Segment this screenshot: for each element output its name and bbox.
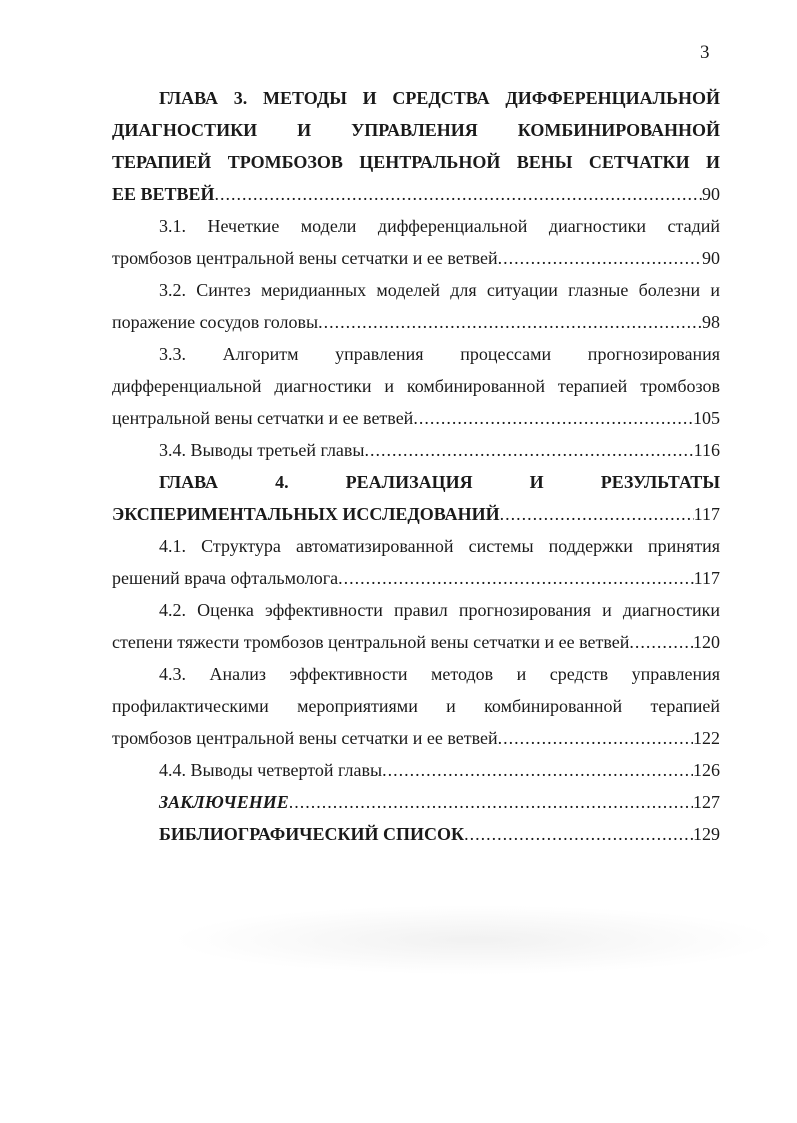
toc-section-line: 4.1. Структура автоматизированной системы поддержки принятия xyxy=(159,536,720,556)
toc-page-number: 117 xyxy=(693,568,720,588)
toc-chapter-4-line: ГЛАВА 4. РЕАЛИЗАЦИЯ И РЕЗУЛЬТАТЫ xyxy=(159,472,720,492)
toc-section-3-1[interactable] xyxy=(112,210,720,274)
toc-section-3-3[interactable] xyxy=(112,338,720,434)
page-number: 3 xyxy=(700,42,710,63)
toc-chapter-3[interactable] xyxy=(112,82,720,210)
toc-page-number: 129 xyxy=(693,824,720,844)
toc-section-4-1[interactable] xyxy=(112,530,720,594)
scan-smudge xyxy=(170,905,780,975)
toc-section-3-2[interactable] xyxy=(112,274,720,338)
toc-section-4-2[interactable] xyxy=(112,594,720,658)
toc-page-number: 120 xyxy=(693,632,720,652)
toc-page-number: 117 xyxy=(693,504,720,524)
leader-dots xyxy=(338,562,694,594)
toc-bibliography-title: БИБЛИОГРАФИЧЕСКИЙ СПИСОК xyxy=(159,824,465,844)
leader-dots xyxy=(215,178,702,210)
toc-chapter-3-line: ГЛАВА 3. МЕТОДЫ И СРЕДСТВА ДИФФЕРЕНЦИАЛЬНОЙ xyxy=(159,88,720,108)
toc-section-line: центральной вены сетчатки и ее ветвей xyxy=(112,408,414,428)
toc-chapter-3-line: ДИАГНОСТИКИ И УПРАВЛЕНИЯ КОМБИНИРОВАННОЙ xyxy=(112,120,720,140)
leader-dots xyxy=(500,498,694,530)
toc-section-line: поражение сосудов головы xyxy=(112,312,319,332)
toc-page-number: 127 xyxy=(693,792,720,812)
toc-conclusion-title: ЗАКЛЮЧЕНИЕ xyxy=(159,792,289,812)
leader-dots xyxy=(382,754,693,786)
toc-section-4-4[interactable] xyxy=(112,754,720,786)
toc-page-number: 116 xyxy=(693,440,720,460)
toc-chapter-3-line: ТЕРАПИЕЙ ТРОМБОЗОВ ЦЕНТРАЛЬНОЙ ВЕНЫ СЕТЧАТКИ И xyxy=(112,152,720,172)
toc-section-line: 3.1. Нечеткие модели дифференциальной диагностики стадий xyxy=(159,216,720,236)
leader-dots xyxy=(413,402,693,434)
table-of-contents xyxy=(112,82,720,850)
leader-dots xyxy=(498,722,693,754)
leader-dots xyxy=(629,626,693,658)
toc-page-number: 122 xyxy=(693,728,720,748)
toc-section-line: дифференциальной диагностики и комбинированной терапией тромбозов xyxy=(112,376,720,396)
toc-section-line: 3.4. Выводы третьей главы xyxy=(159,440,365,460)
toc-page-number: 98 xyxy=(702,312,720,332)
leader-dots xyxy=(365,434,694,466)
toc-section-line: решений врача офтальмолога xyxy=(112,568,339,588)
toc-section-line: 4.2. Оценка эффективности правил прогнозирования и диагностики xyxy=(159,600,720,620)
toc-section-line: тромбозов центральной вены сетчатки и ее ветвей xyxy=(112,728,498,748)
toc-page-number: 90 xyxy=(702,248,720,268)
toc-conclusion[interactable] xyxy=(112,786,720,818)
toc-section-4-3[interactable] xyxy=(112,658,720,754)
toc-section-line: тромбозов центральной вены сетчатки и ее ветвей xyxy=(112,248,498,268)
toc-section-line: 3.2. Синтез меридианных моделей для ситуации глазные болезни и xyxy=(159,280,720,300)
toc-section-3-4[interactable] xyxy=(112,434,720,466)
toc-section-line: 4.3. Анализ эффективности методов и средств управления xyxy=(159,664,720,684)
toc-section-line: профилактическими мероприятиями и комбинированной терапией xyxy=(112,696,720,716)
toc-chapter-3-line: ЕЕ ВЕТВЕЙ xyxy=(112,184,215,204)
toc-page-number: 90 xyxy=(702,184,720,204)
toc-bibliography[interactable] xyxy=(112,818,720,850)
leader-dots xyxy=(289,786,693,818)
toc-page-number: 105 xyxy=(693,408,720,428)
leader-dots xyxy=(498,242,702,274)
toc-chapter-4-line: ЭКСПЕРИМЕНТАЛЬНЫХ ИССЛЕДОВАНИЙ xyxy=(112,504,500,524)
toc-section-line: степени тяжести тромбозов центральной вены сетчатки и ее ветвей xyxy=(112,632,630,652)
toc-chapter-4[interactable] xyxy=(112,466,720,530)
toc-page-number: 126 xyxy=(693,760,720,780)
leader-dots xyxy=(318,306,702,338)
leader-dots xyxy=(464,818,693,850)
toc-section-line: 4.4. Выводы четвертой главы xyxy=(159,760,383,780)
toc-section-line: 3.3. Алгоритм управления процессами прогнозирования xyxy=(159,344,720,364)
